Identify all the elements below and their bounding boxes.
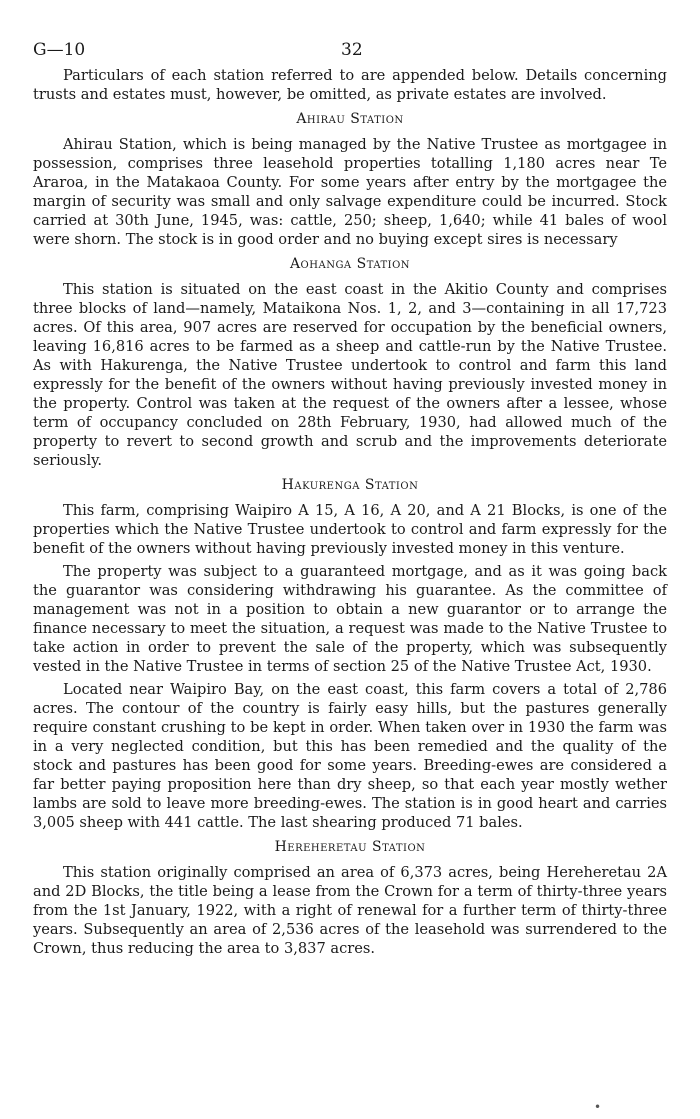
body-paragraph: This farm, comprising Waipiro A 15, A 16, A 20, and A 21 Blocks, is one of the properties which the Native Trustee undertook to control and farm expressly for the benefit of the owners without having previously invested money in this venture. xyxy=(33,502,667,557)
section-hakurenga xyxy=(33,477,667,832)
body-paragraph: This station originally comprised an area of 6,373 acres, being Hereheretau 2A and 2D Blocks, the title being a lease from the Crown for a term of thirty-three years from the 1st January, 1922, with a right of renewal for a further term of thirty-three years. Subsequently an area of 2,536 acres of the leasehold was surrendered to the Crown, thus reducing the area to 3,837 acres. xyxy=(33,864,667,957)
body-paragraph: The property was subject to a guaranteed mortgage, and as it was going back the guarantor was considering withdrawing his guarantee. As the committee of management was not in a position to obtain a new guarantor or to arrange the finance necessary to meet the situation, a request was made to the Native Trustee to take action in order to prevent the sale of the property, which was subsequently vested in the Native Trustee in terms of section 25 of the Native Trustee Act, 1930. xyxy=(33,563,667,675)
body-paragraph: Ahirau Station, which is being managed by the Native Trustee as mortgagee in possession, comprises three leasehold properties totalling 1,180 acres near Te Araroa, in the Matakaoa County. For some years after entry by the mortgagee the margin of security was small and only salvage expenditure could be incurred. Stock carried at 30th June, 1945, was: cattle, 250; sheep, 1,640; while 41 bales of wool were shorn. The stock is in good order and no buying except sires is necessary xyxy=(33,136,667,248)
page-header xyxy=(33,40,667,66)
section-hereheretau xyxy=(33,839,667,958)
section-ahirau xyxy=(33,111,667,249)
body-paragraph: This station is situated on the east coast in the Akitio County and comprises three blocks of land—namely, Mataikona Nos. 1, 2, and 3—containing in all 17,723 acres. Of this area, 907 acres are reserved for occupation by the beneficial owners, leaving 16,816 acres to be farmed as a sheep and cattle-run by the Native Trustee. As with Hakurenga, the Native Trustee undertook to control and farm this land expressly for the benefit of the owners without having previously invested money in the property. Control was taken at the request of the owners after a lessee, whose term of occupancy concluded on 28th February, 1930, had allowed much of the property to revert to second growth and scrub and the improvements deteriorate seriously. xyxy=(33,281,667,469)
body-paragraph: Located near Waipiro Bay, on the east coast, this farm covers a total of 2,786 acres. The contour of the country is fairly easy hills, but the pastures generally require constant crushing to be kept in order. When taken over in 1930 the farm was in a very neglected condition, but this has been remedied and the quality of the stock and pastures has been good for some years. Breeding-ewes are considered a far better paying proposition here than dry sheep, so that each year mostly wether lambs are sold to leave more breeding-ewes. The station is in good heart and carries 3,005 sheep with 441 cattle. The last shearing produced 71 bales. xyxy=(33,681,667,831)
section-heading: Hakurenga Station xyxy=(281,477,419,493)
document-page xyxy=(33,40,667,962)
section-heading: Aohanga Station xyxy=(289,256,411,272)
section-aohanga xyxy=(33,256,667,470)
page-number: 32 xyxy=(341,40,363,60)
scan-speck: • xyxy=(594,1100,602,1114)
section-heading: Hereheretau Station xyxy=(274,839,426,855)
intro-paragraph: Particulars of each station referred to are appended below. Details concerning trusts and estates must, however, be omitted, as private estates are involved. xyxy=(33,67,667,103)
section-heading: Ahirau Station xyxy=(296,111,404,127)
report-code: G—10 xyxy=(33,40,86,60)
